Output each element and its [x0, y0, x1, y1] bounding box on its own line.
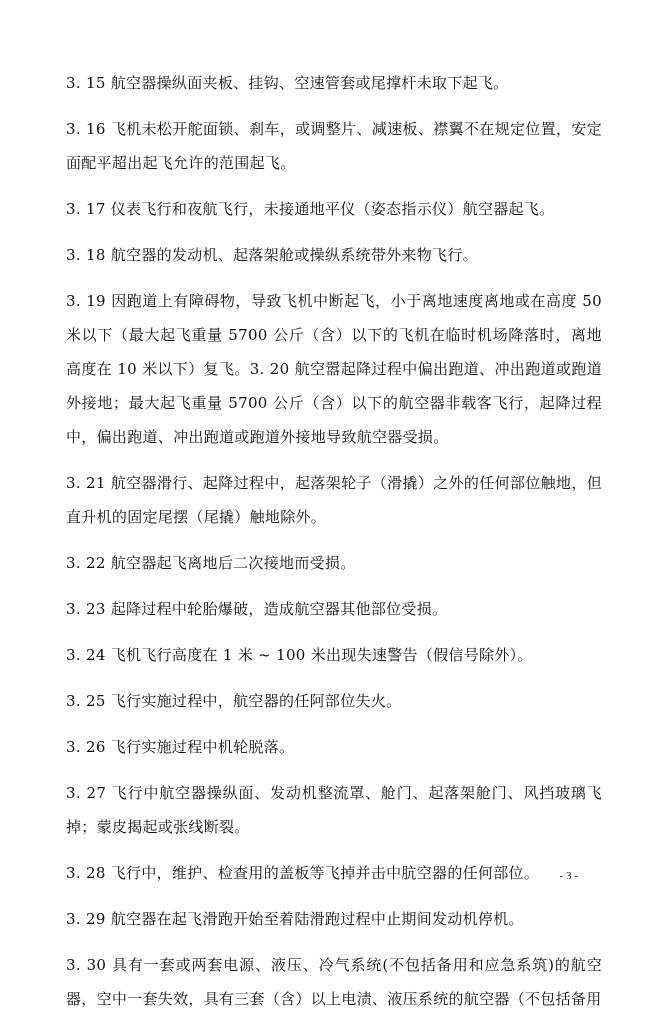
clause-3-19-3-20: 3. 19 因跑道上有障碍物，导致飞机中断起飞，小于离地速度离地或在高度 50 米以下（最大起飞重量 5700 公斤（含）以下的飞机在临时机场降落时，离地高度在 10 米以下）复飞。3. 20 航空嚣起降过程中偏出跑道、冲出跑道或跑道外接地；最大起飞重量 5700 公斤（含）以下的航空器非载客飞行，起降过程中，偏出跑道、冲出跑道或跑道外接地导致航空器受损。	[66, 292, 602, 446]
clause-3-23: 3. 23 起降过程中轮胎爆破，造成航空器其他部位受损。	[66, 600, 448, 618]
clause-3-24: 3. 24 飞机飞行高度在 1 米 ~ 100 米出现失速警告（假信号除外）。	[66, 646, 533, 664]
clause-3-22: 3. 22 航空器起飞离地后二次接地而受损。	[66, 554, 356, 572]
clause-3-25: 3. 25 飞行实施过程中，航空器的任阿部位失火。	[66, 692, 402, 710]
clause-3-28: 3. 28 飞行中，维护、检查用的盖板等飞掉并击中肮空器的任何部位。	[66, 864, 540, 882]
clause-3-30: 3. 30 具有一套或两套电源、液压、冷气系统(不包括备用和应急系筑)的航空器，空中一套失效，具有三套（含）以上电渍、液压系统的航空器（不包括备用	[66, 956, 602, 1008]
clause-3-18: 3. 18 航空器的发动机、起落架舱或操纵系统带外来物飞行。	[66, 246, 478, 264]
page-number: - 3 -	[559, 870, 578, 882]
clause-3-21: 3. 21 航空器滑行、起降过程中，起落架轮子（滑撬）之外的任何部位触地，但直升机的固定尾摆（尾撬）触地除外。	[66, 474, 602, 526]
clause-3-29: 3. 29 航空器在起飞滑跑开始至着陆滑跑过程中止期间发动机停机。	[66, 910, 524, 928]
clause-3-26: 3. 26 飞行实施过程中机轮脱落。	[66, 738, 295, 756]
clause-3-27: 3. 27 飞行中航空器操纵面、发动机整流罩、舱门、起落架舱门、风挡玻璃飞掉；蒙皮揭起或张线断裂。	[66, 784, 602, 836]
clause-3-17: 3. 17 仪表飞行和夜航飞行，未接通地平仪（姿态指示仪）航空器起飞。	[66, 200, 555, 218]
clause-3-15: 3. 15 航空器操纵面夹板、挂钩、空速管套或尾撑杆未取下起飞。	[66, 74, 509, 92]
clause-3-16: 3. 16 飞机未松开舵面锁、刹车，或调整片、减速板、襟翼不在规定位置，安定面配平超出起飞允许的范围起飞。	[66, 120, 602, 172]
document-body	[66, 66, 602, 1028]
